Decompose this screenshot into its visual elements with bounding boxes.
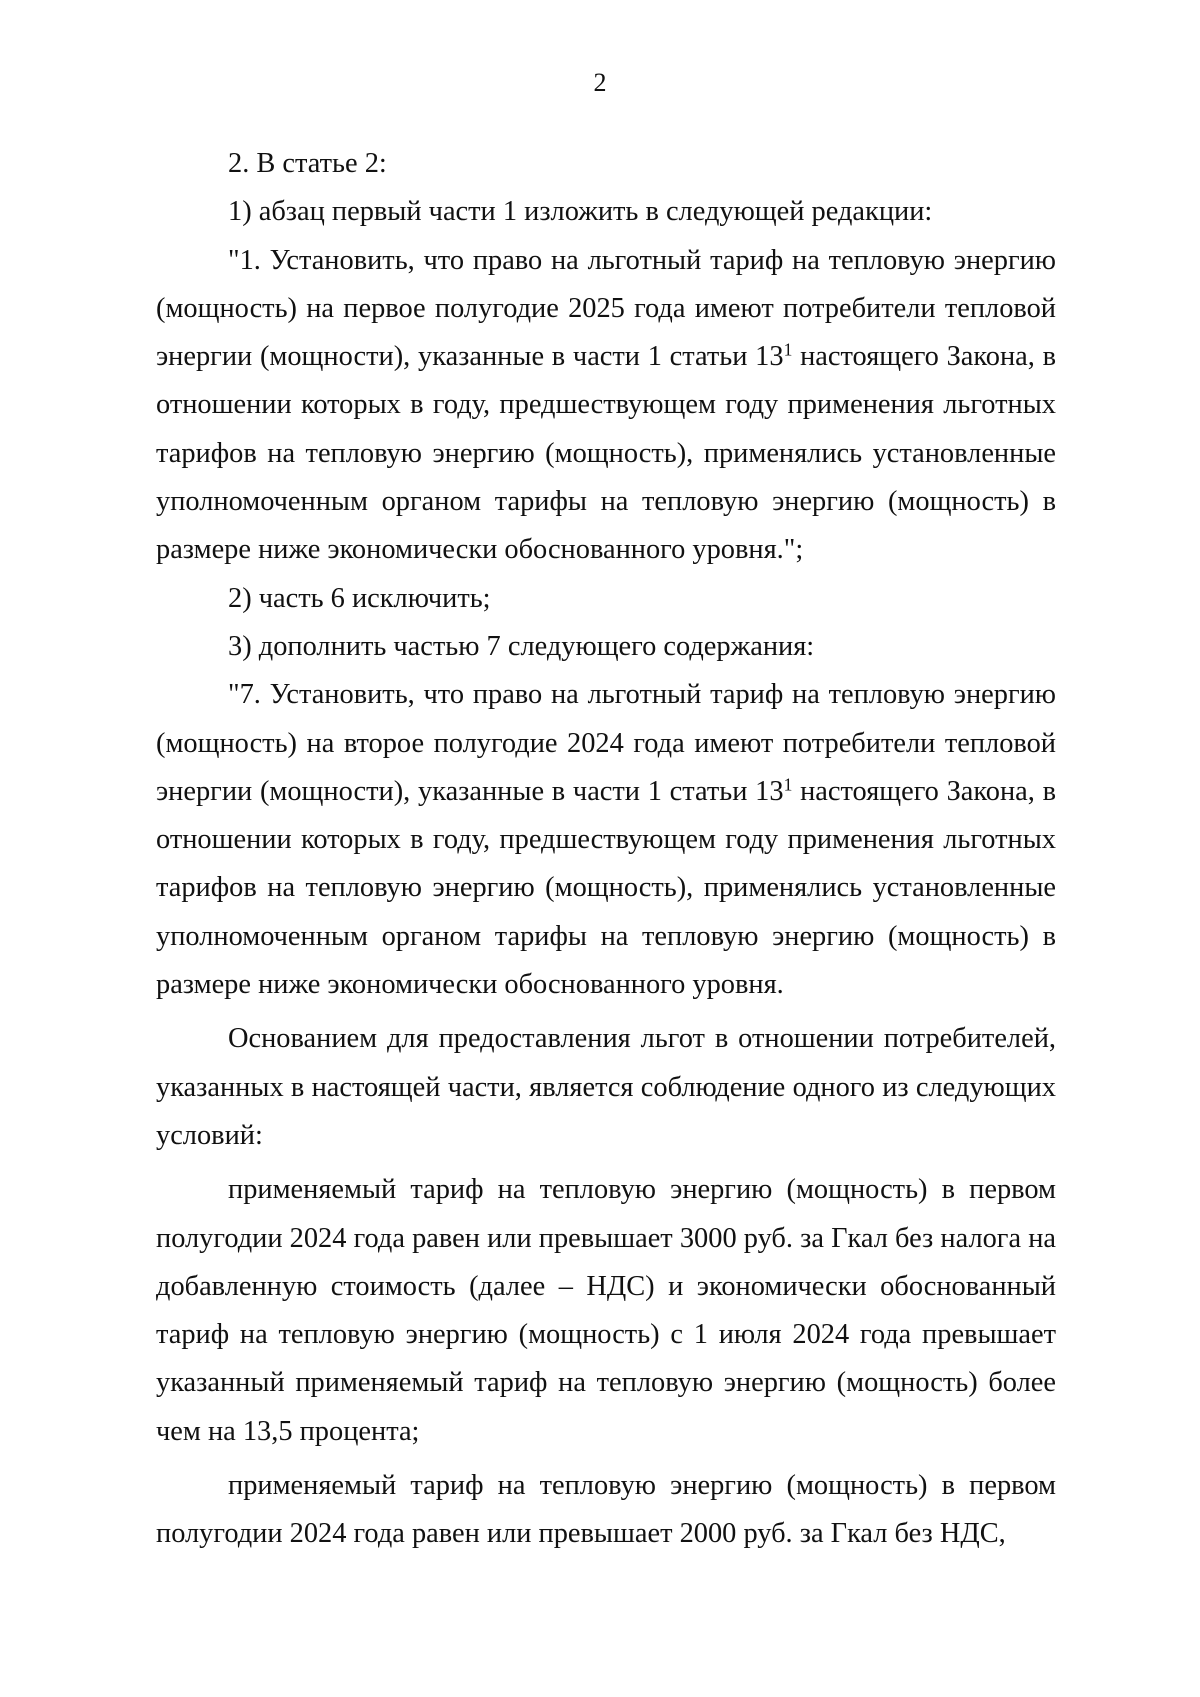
paragraph-item-3: 3) дополнить частью 7 следующего содержания: [228,630,815,662]
paragraph-condition-2: применяемый тариф на тепловую энергию (мощность) в первом полугодии 2024 года равен или превышает 2000 руб. за Гкал без НДС, [156,1470,1056,1550]
paragraph-item-2: 2) часть 6 исключить; [228,582,491,614]
paragraph-text: настоящего Закона, в отношении которых в году, предшествующем году применения льготных тарифов на тепловую энергию (мощность), применялись установленные уполномоченным органом тарифы на тепловую энергию (мощность) в размере ниже экономически обоснованного уровня."; [156,341,1056,566]
document-body [156,140,1056,1559]
paragraph-conditions-intro: Основанием для предоставления льгот в отношении потребителей, указанных в настоящей части, является соблюдение одного из следующих условий: [156,1023,1056,1151]
superscript-index: 1 [783,774,793,795]
page-number: 2 [593,68,607,97]
paragraph-text: "1. Установить, что право на льготный тариф на тепловую энергию (мощность) на первое полугодие 2025 года имеют потребители тепловой энергии (мощности), указанные в части 1 статьи 13 [156,244,1056,373]
paragraph-condition-1: применяемый тариф на тепловую энергию (мощность) в первом полугодии 2024 года равен или превышает 3000 руб. за Гкал без налога на добавленную стоимость (далее – НДС) и экономически обоснованный тариф на тепловую энергию (мощность) с 1 июля 2024 года превышает указанный применяемый тариф на тепловую энергию (мощность) более чем на 13,5 процента; [156,1174,1056,1447]
paragraph-text: настоящего Закона, в отношении которых в году, предшествующем году применения льготных тарифов на тепловую энергию (мощность), применялись установленные уполномоченным органом тарифы на тепловую энергию (мощность) в размере ниже экономически обоснованного уровня. [156,775,1056,1001]
paragraph-text: "7. Установить, что право на льготный тариф на тепловую энергию (мощность) на второе полугодие 2024 года имеют потребители тепловой энергии (мощности), указанные в части 1 статьи 13 [156,679,1056,807]
superscript-index: 1 [783,339,793,360]
paragraph-article-2-heading: 2. В статье 2: [228,148,387,179]
paragraph-quoted-part-1 [156,237,1056,575]
paragraph-quoted-part-7 [156,671,1056,1009]
paragraph-item-1: 1) абзац первый части 1 изложить в следующей редакции: [228,196,933,228]
